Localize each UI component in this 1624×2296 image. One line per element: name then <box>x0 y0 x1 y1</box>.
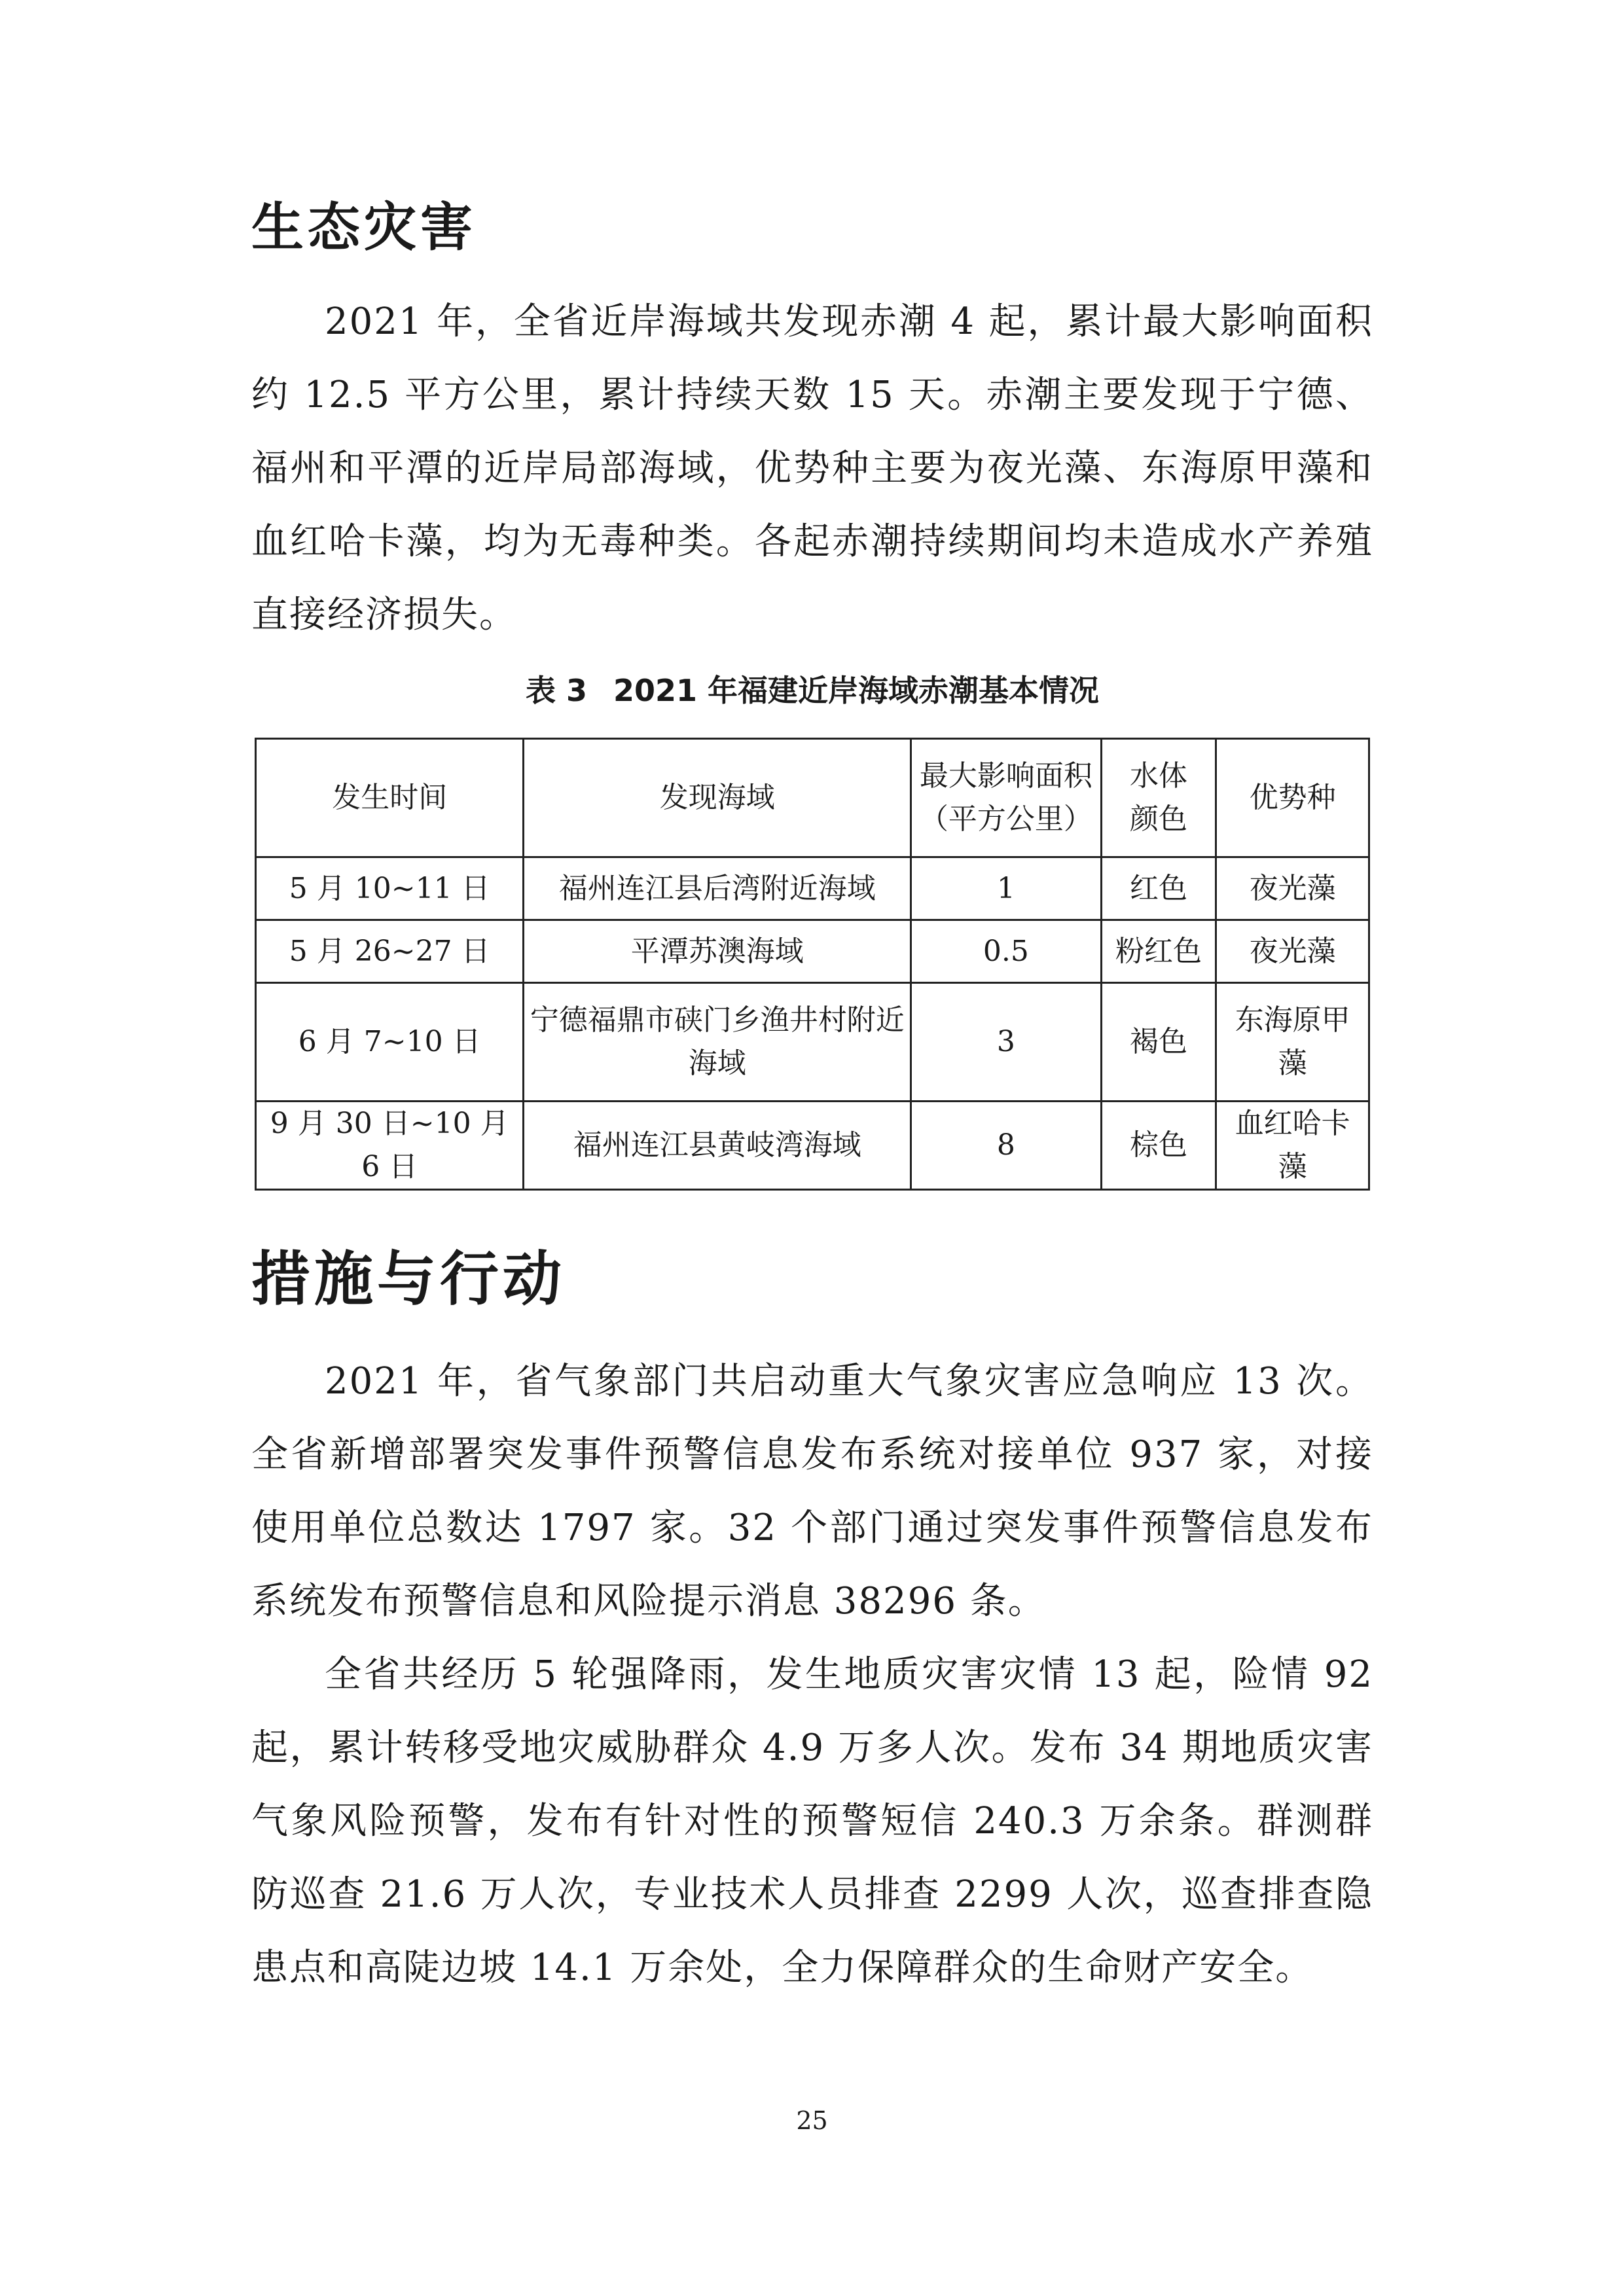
header-water-color-line1: 水体 <box>1130 759 1188 793</box>
table-row <box>256 857 1369 920</box>
paragraph-meteorological-response: 2021 年，省气象部门共启动重大气象灾害应急响应 13 次。全省新增部署突发事件预警信息发布系统对接单位 937 家，对接使用单位总数达 1797 家。32 个部门通过突发事件预警信息发布系统发布预警信息和风险提示消息 38296 条。 <box>251 1360 1373 1623</box>
cell-area-line1: 宁德福鼎市硖门乡渔井村附近 <box>530 1003 905 1037</box>
red-tide-table <box>255 738 1370 1191</box>
table-caption-title: 2021 年福建近岸海域赤潮基本情况 <box>613 673 1100 708</box>
table-row <box>256 983 1369 1102</box>
header-max-affected-area-line1: 最大影响面积 <box>919 759 1092 793</box>
cell-time: 5 月 10~11 日 <box>256 857 524 920</box>
cell-species: 夜光藻 <box>1216 857 1369 920</box>
cell-color: 褐色 <box>1101 983 1216 1102</box>
header-dominant-species: 优势种 <box>1216 739 1369 857</box>
cell-color: 棕色 <box>1101 1102 1216 1190</box>
cell-time: 6 月 7~10 日 <box>256 983 524 1102</box>
cell-max-area: 0.5 <box>911 920 1102 983</box>
cell-species: 血红哈卡藻 <box>1216 1102 1369 1190</box>
cell-area-line2: 海域 <box>688 1047 746 1080</box>
table-caption-label: 表 3 <box>525 673 587 708</box>
cell-color: 红色 <box>1101 857 1216 920</box>
section-heading-measures-and-actions: 措施与行动 <box>251 1245 566 1314</box>
header-max-affected-area <box>911 739 1102 857</box>
header-water-color <box>1101 739 1216 857</box>
table-row <box>256 920 1369 983</box>
cell-area: 福州连江县后湾附近海域 <box>524 857 911 920</box>
header-water-color-line2: 颜色 <box>1130 802 1188 836</box>
paragraph-geological-disaster-response: 全省共经历 5 轮强降雨，发生地质灾害灾情 13 起，险情 92 起，累计转移受地灾威胁群众 4.9 万多人次。发布 34 期地质灾害气象风险预警，发布有针对性的预警短信 240.3 万余条。群测群防巡查 21.6 万人次，专业技术人员排查 2299 人次，巡查排查隐患点和高陡边坡 14.1 万余处，全力保障群众的生命财产安全。 <box>251 1653 1374 1989</box>
cell-max-area: 1 <box>911 857 1102 920</box>
cell-max-area: 8 <box>911 1102 1102 1190</box>
cell-species: 夜光藻 <box>1216 920 1369 983</box>
cell-area: 平潭苏澳海域 <box>524 920 911 983</box>
cell-time: 5 月 26~27 日 <box>256 920 524 983</box>
table-header-row <box>256 739 1369 857</box>
table-caption <box>251 668 1373 713</box>
cell-species: 东海原甲藻 <box>1216 983 1369 1102</box>
paragraph-red-tide-summary: 2021 年，全省近岸海域共发现赤潮 4 起，累计最大影响面积约 12.5 平方公里，累计持续天数 15 天。赤潮主要发现于宁德、福州和平潭的近岸局部海域，优势种主要为夜光藻、东海原甲藻和血红哈卡藻，均为无毒种类。各起赤潮持续期间均未造成水产养殖直接经济损失。 <box>251 300 1373 636</box>
header-max-affected-area-line2: （平方公里） <box>919 802 1092 836</box>
cell-area: 福州连江县黄岐湾海域 <box>524 1102 911 1190</box>
page-number: 25 <box>796 2106 828 2135</box>
header-sea-area: 发现海域 <box>524 739 911 857</box>
table-row <box>256 1102 1369 1190</box>
cell-max-area: 3 <box>911 983 1102 1102</box>
section-heading-ecological-disasters: 生态灾害 <box>251 197 477 258</box>
cell-color: 粉红色 <box>1101 920 1216 983</box>
cell-area <box>524 983 911 1102</box>
cell-time: 9 月 30 日~10 月 6 日 <box>256 1102 524 1190</box>
header-occurrence-time: 发生时间 <box>256 739 524 857</box>
